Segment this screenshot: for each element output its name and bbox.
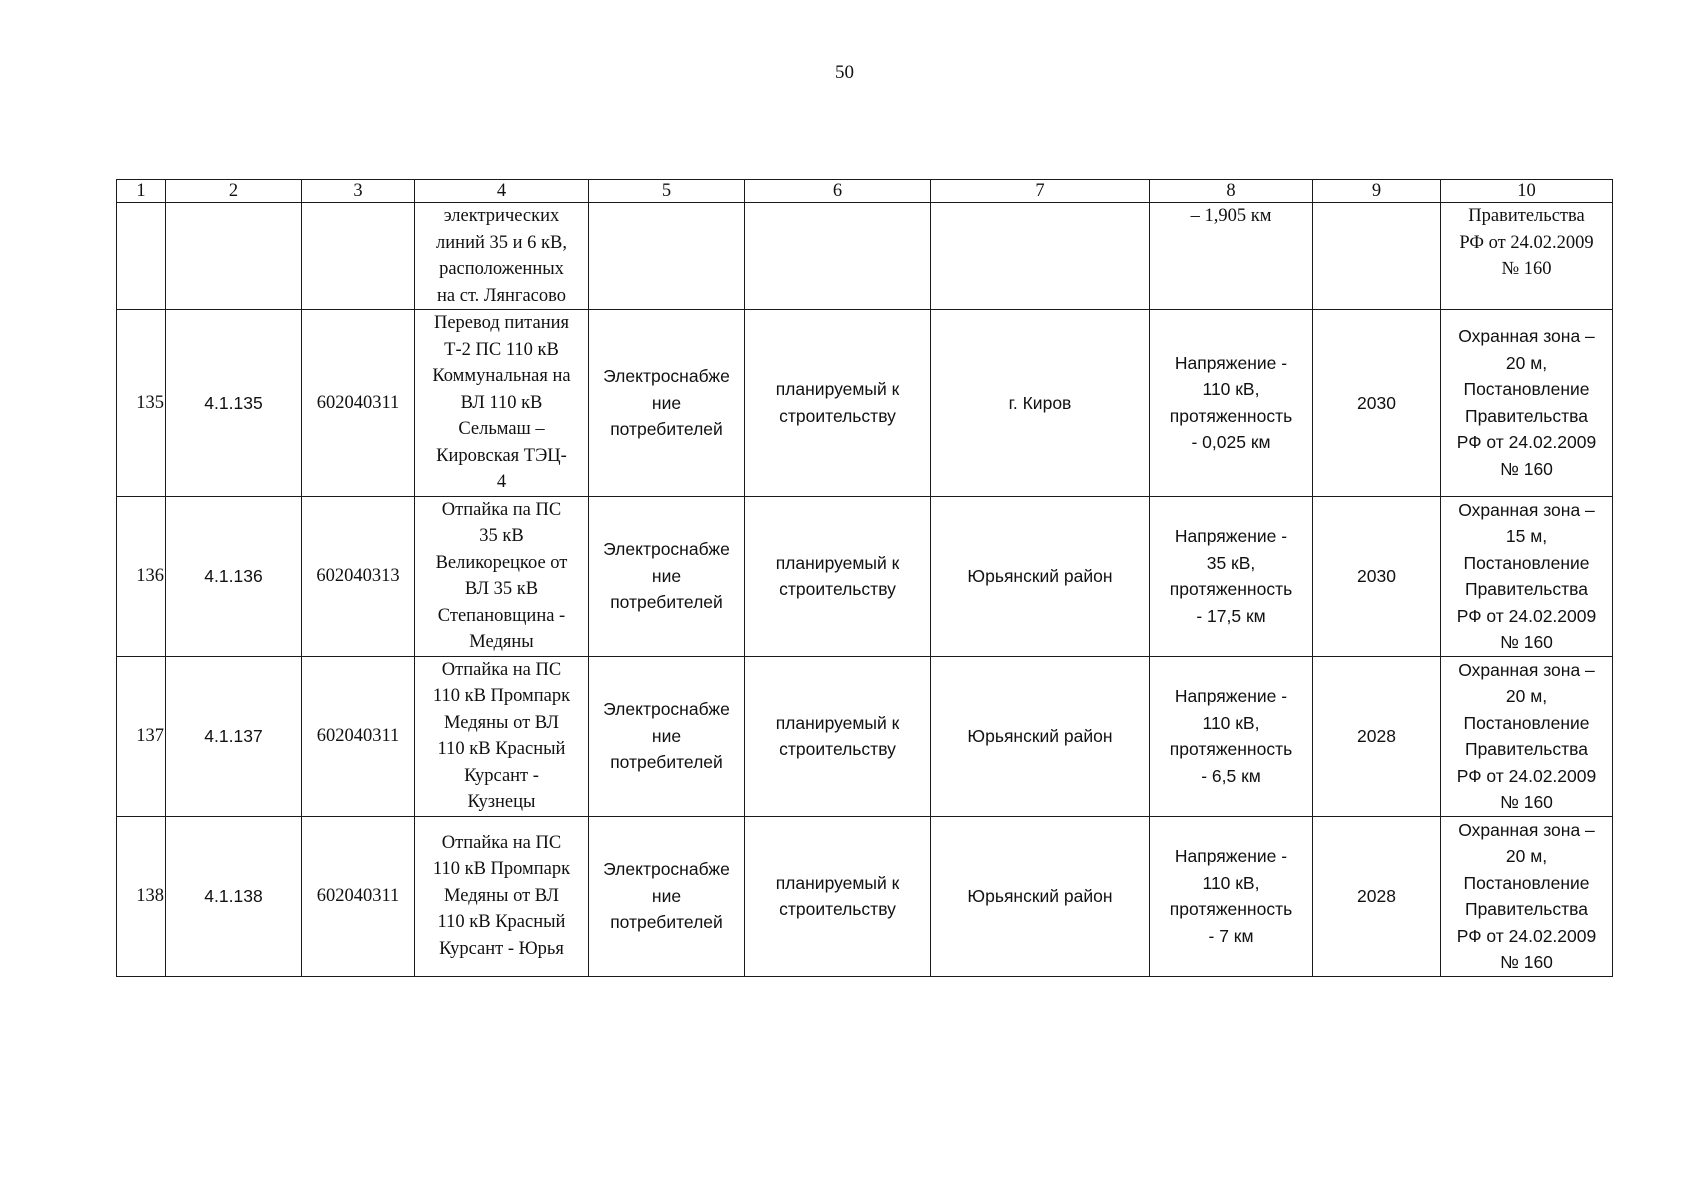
cell-code: 4.1.136 xyxy=(166,496,302,656)
cell-object-name: Отпайка на ПС 110 кВ Промпарк Медяны от ВЛ 110 кВ Красный Курсант - Юрья xyxy=(415,816,589,976)
column-header: 9 xyxy=(1313,180,1441,203)
cell-code xyxy=(166,203,302,310)
cell-row-number: 138 xyxy=(117,816,166,976)
cell-characteristics: Напряжение - 110 кВ, протяженность - 0,025 км xyxy=(1150,310,1313,497)
column-header: 1 xyxy=(117,180,166,203)
table-row xyxy=(117,656,1613,816)
cell-row-number: 135 xyxy=(117,310,166,497)
column-header: 10 xyxy=(1441,180,1613,203)
cell-purpose: Электроснабже ние потребителей xyxy=(589,496,745,656)
cell-code: 4.1.135 xyxy=(166,310,302,497)
cell-characteristics: Напряжение - 110 кВ, протяженность - 7 км xyxy=(1150,816,1313,976)
cell-purpose: Электроснабже ние потребителей xyxy=(589,310,745,497)
cell-year: 2028 xyxy=(1313,816,1441,976)
cell-location: Юрьянский район xyxy=(931,496,1150,656)
cell-object-name: Отпайка па ПС 35 кВ Великорецкое от ВЛ 35 кВ Степановщина - Медяны xyxy=(415,496,589,656)
table-row xyxy=(117,203,1613,310)
column-header: 6 xyxy=(745,180,931,203)
cell-row-number: 136 xyxy=(117,496,166,656)
cell-object-name: Перевод питания Т-2 ПС 110 кВ Коммунальная на ВЛ 110 кВ Сельмаш – Кировская ТЭЦ- 4 xyxy=(415,310,589,497)
column-header: 2 xyxy=(166,180,302,203)
cell-code: 4.1.138 xyxy=(166,816,302,976)
cell-location: г. Киров xyxy=(931,310,1150,497)
cell-restrictions: Охранная зона – 20 м, Постановление Правительства РФ от 24.02.2009 № 160 xyxy=(1441,310,1613,497)
cell-object-id: 602040311 xyxy=(302,656,415,816)
cell-characteristics: Напряжение - 110 кВ, протяженность - 6,5 км xyxy=(1150,656,1313,816)
cell-row-number: 137 xyxy=(117,656,166,816)
cell-purpose xyxy=(589,203,745,310)
table-row xyxy=(117,816,1613,976)
header-row xyxy=(117,180,1613,203)
cell-year: 2028 xyxy=(1313,656,1441,816)
cell-location: Юрьянский район xyxy=(931,816,1150,976)
cell-year: 2030 xyxy=(1313,310,1441,497)
cell-characteristics: Напряжение - 35 кВ, протяженность - 17,5 км xyxy=(1150,496,1313,656)
cell-status: планируемый к строительству xyxy=(745,310,931,497)
cell-restrictions: Охранная зона – 15 м, Постановление Правительства РФ от 24.02.2009 № 160 xyxy=(1441,496,1613,656)
cell-row-number xyxy=(117,203,166,310)
column-header: 7 xyxy=(931,180,1150,203)
cell-restrictions: Охранная зона – 20 м, Постановление Правительства РФ от 24.02.2009 № 160 xyxy=(1441,816,1613,976)
column-header: 5 xyxy=(589,180,745,203)
cell-status: планируемый к строительству xyxy=(745,656,931,816)
cell-object-id xyxy=(302,203,415,310)
cell-status: планируемый к строительству xyxy=(745,496,931,656)
cell-object-name: электрических линий 35 и 6 кВ, расположенных на ст. Лянгасово xyxy=(415,203,589,310)
cell-object-id: 602040313 xyxy=(302,496,415,656)
cell-year: 2030 xyxy=(1313,496,1441,656)
cell-purpose: Электроснабже ние потребителей xyxy=(589,816,745,976)
cell-status xyxy=(745,203,931,310)
cell-status: планируемый к строительству xyxy=(745,816,931,976)
cell-code: 4.1.137 xyxy=(166,656,302,816)
cell-characteristics: – 1,905 км xyxy=(1150,203,1313,310)
column-header: 4 xyxy=(415,180,589,203)
table-row xyxy=(117,310,1613,497)
cell-object-name: Отпайка на ПС 110 кВ Промпарк Медяны от ВЛ 110 кВ Красный Курсант - Кузнецы xyxy=(415,656,589,816)
cell-restrictions: Охранная зона – 20 м, Постановление Правительства РФ от 24.02.2009 № 160 xyxy=(1441,656,1613,816)
cell-restrictions: Правительства РФ от 24.02.2009 № 160 xyxy=(1441,203,1613,310)
table-row xyxy=(117,496,1613,656)
cell-location: Юрьянский район xyxy=(931,656,1150,816)
page-number: 50 xyxy=(835,62,854,83)
cell-object-id: 602040311 xyxy=(302,816,415,976)
column-header: 8 xyxy=(1150,180,1313,203)
cell-purpose: Электроснабже ние потребителей xyxy=(589,656,745,816)
cell-object-id: 602040311 xyxy=(302,310,415,497)
infrastructure-table xyxy=(116,179,1613,977)
column-header: 3 xyxy=(302,180,415,203)
cell-location xyxy=(931,203,1150,310)
cell-year xyxy=(1313,203,1441,310)
